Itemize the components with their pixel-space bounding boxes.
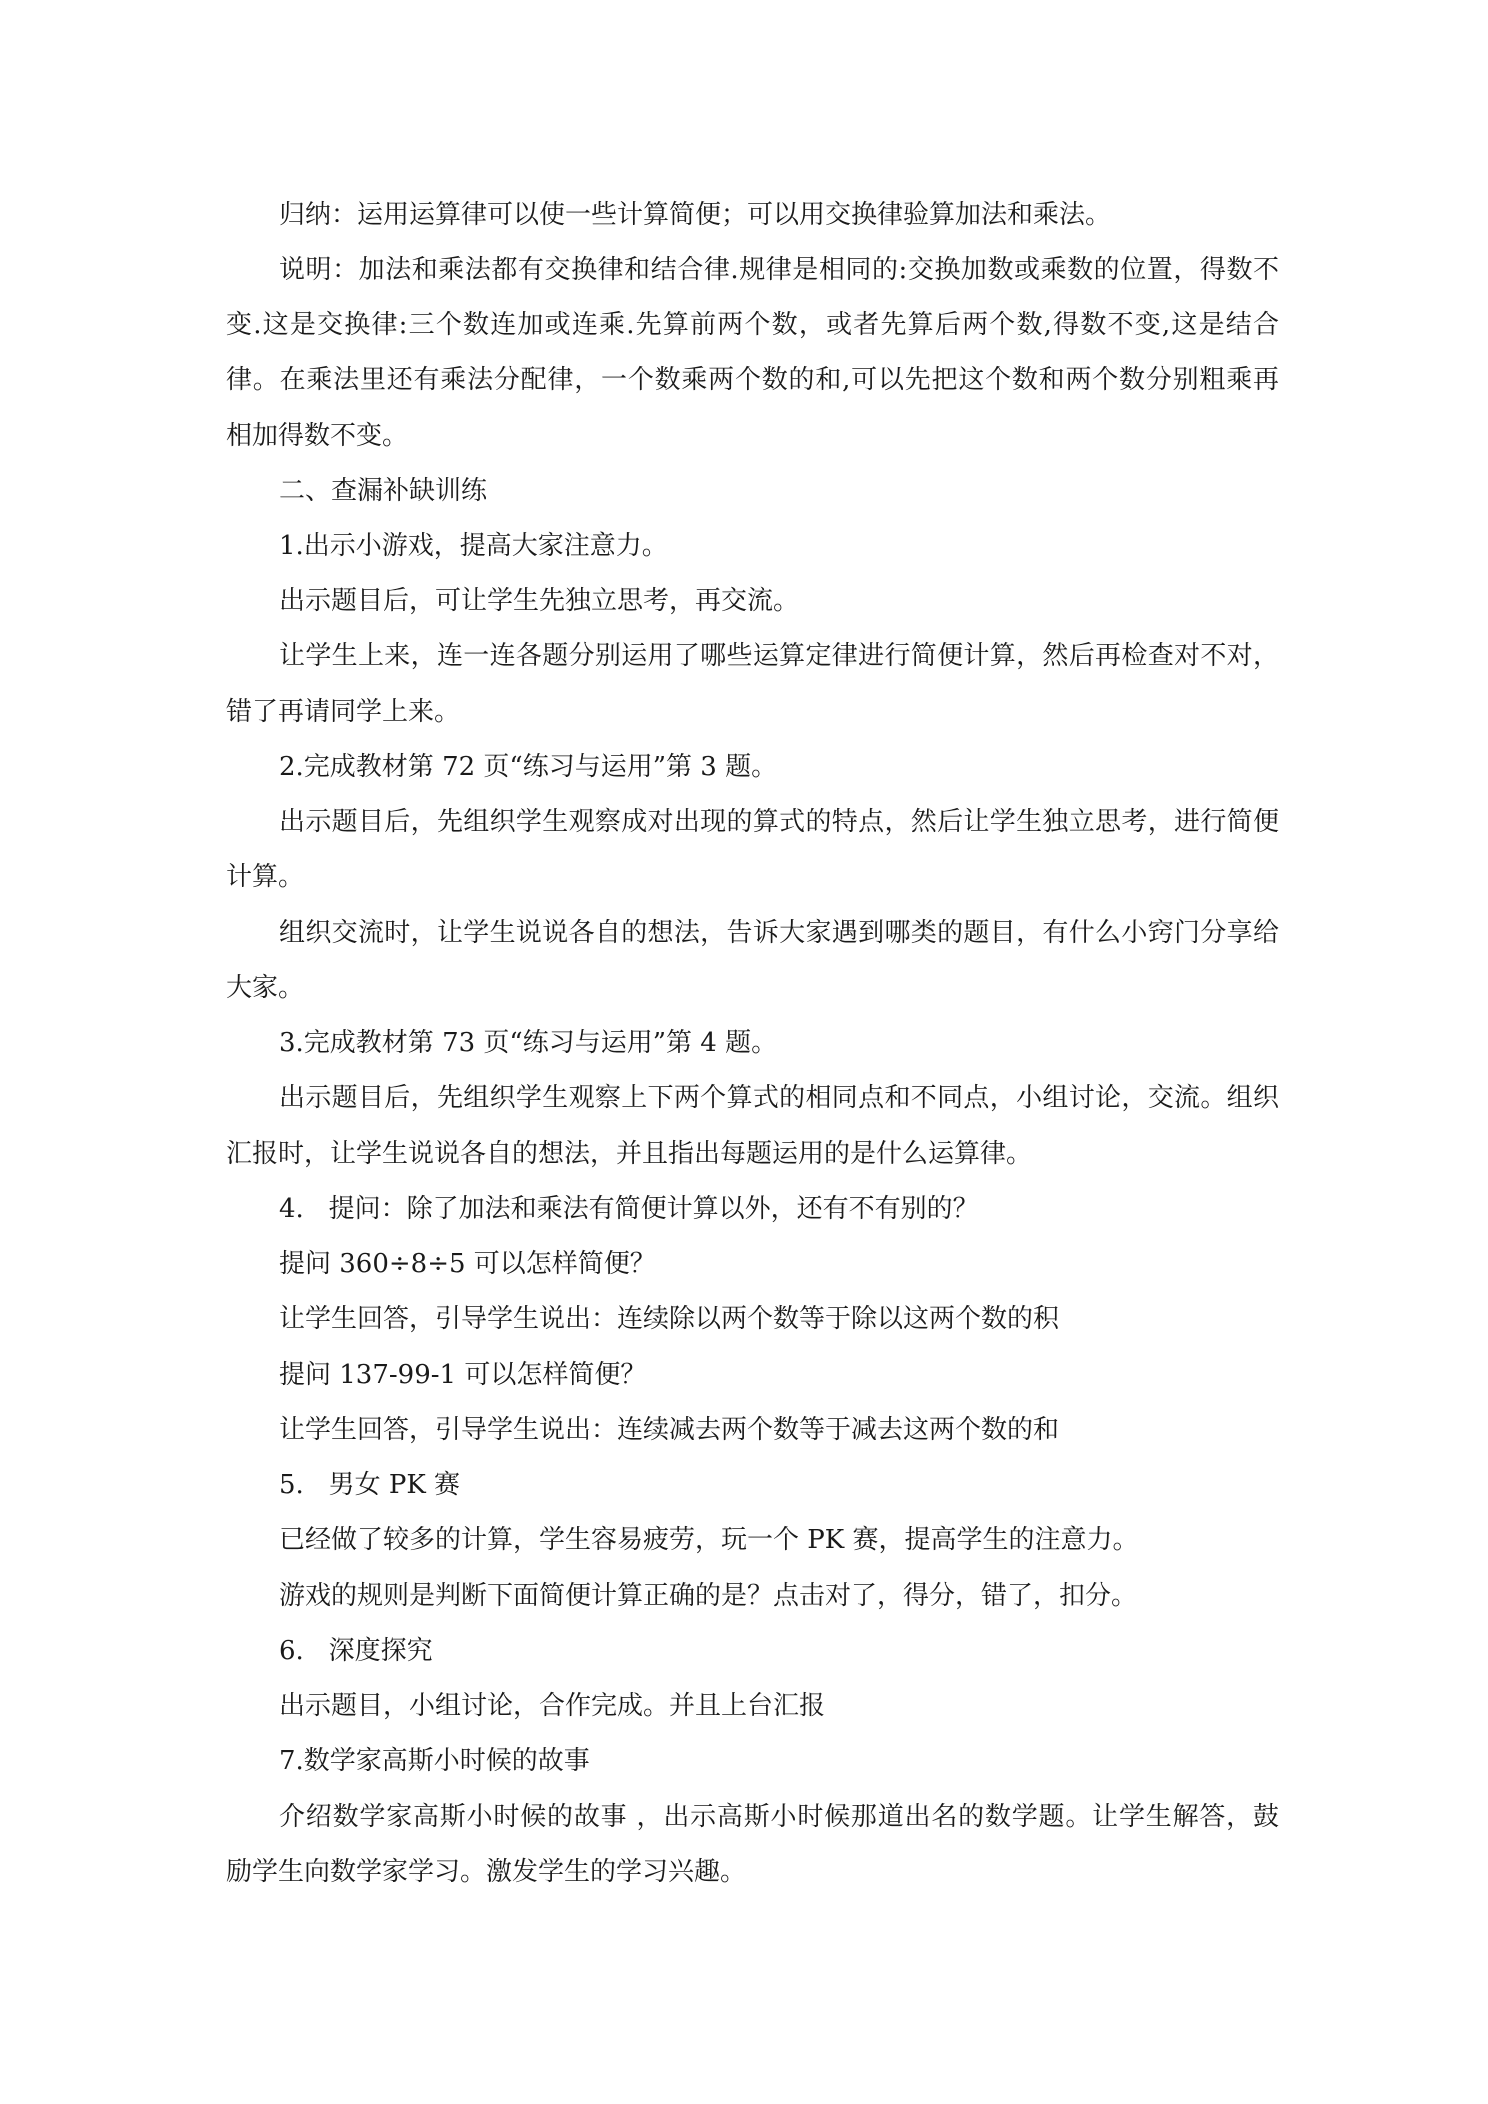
paragraph-line: 说明：加法和乘法都有交换律和结合律.规律是相同的:交换加数或乘数的位置，得数不 [279,255,1279,285]
paragraph-line: 出示题目后，可让学生先独立思考，再交流。 [279,586,800,616]
item-heading: 4. 提问：除了加法和乘法有简便计算以外，还有不有别的？ [279,1194,979,1224]
paragraph-line: 律。在乘法里还有乘法分配律，一个数乘两个数的和,可以先把这个数和两个数分别粗乘再 [226,365,1279,395]
paragraph-line: 计算。 [226,862,305,892]
paragraph-line: 大家。 [226,973,305,1003]
paragraph-line: 归纳：运用运算律可以使一些计算简便；可以用交换律验算加法和乘法。 [279,200,1112,230]
paragraph-line: 汇报时，让学生说说各自的想法，并且指出每题运用的是什么运算律。 [226,1139,1033,1169]
paragraph-line: 出示题目后，先组织学生观察成对出现的算式的特点，然后让学生独立思考，进行简便 [279,807,1279,837]
paragraph-line: 出示题目后，先组织学生观察上下两个算式的相同点和不同点，小组讨论，交流。组织 [279,1083,1279,1113]
item-heading: 2.完成教材第 72 页“练习与运用”第 3 题。 [279,752,778,782]
paragraph-line: 游戏的规则是判断下面简便计算正确的是？点击对了，得分，错了，扣分。 [279,1581,1138,1611]
paragraph-line: 让学生回答，引导学生说出：连续除以两个数等于除以这两个数的积 [279,1304,1060,1334]
paragraph-line: 错了再请同学上来。 [226,697,461,727]
paragraph-line: 组织交流时，让学生说说各自的想法，告诉大家遇到哪类的题目，有什么小窍门分享给 [279,918,1279,948]
paragraph-line: 提问 360÷8÷5 可以怎样简便？ [279,1249,656,1279]
item-heading: 7.数学家高斯小时候的故事 [279,1746,590,1776]
paragraph-line: 让学生回答，引导学生说出：连续减去两个数等于减去这两个数的和 [279,1415,1060,1445]
paragraph-line: 提问 137-99-1 可以怎样简便？ [279,1360,647,1390]
paragraph-line: 已经做了较多的计算，学生容易疲劳，玩一个 PK 赛，提高学生的注意力。 [279,1525,1139,1555]
paragraph-line: 出示题目，小组讨论，合作完成。并且上台汇报 [279,1691,826,1721]
paragraph-line: 介绍数学家高斯小时候的故事 ，出示高斯小时候那道出名的数学题。让学生解答，鼓 [279,1802,1279,1832]
item-heading: 5. 男女 PK 赛 [279,1470,461,1500]
paragraph-line: 让学生上来，连一连各题分别运用了哪些运算定律进行简便计算，然后再检查对不对， [279,641,1279,671]
paragraph-line: 变.这是交换律:三个数连加或连乘.先算前两个数，或者先算后两个数,得数不变,这是结合 [226,310,1279,340]
paragraph-line: 励学生向数学家学习。激发学生的学习兴趣。 [226,1857,747,1887]
item-heading: 6. 深度探究 [279,1636,433,1666]
section-heading: 二、查漏补缺训练 [279,476,488,506]
item-heading: 3.完成教材第 73 页“练习与运用”第 4 题。 [279,1028,778,1058]
item-heading: 1.出示小游戏，提高大家注意力。 [279,531,668,561]
paragraph-line: 相加得数不变。 [226,421,409,451]
